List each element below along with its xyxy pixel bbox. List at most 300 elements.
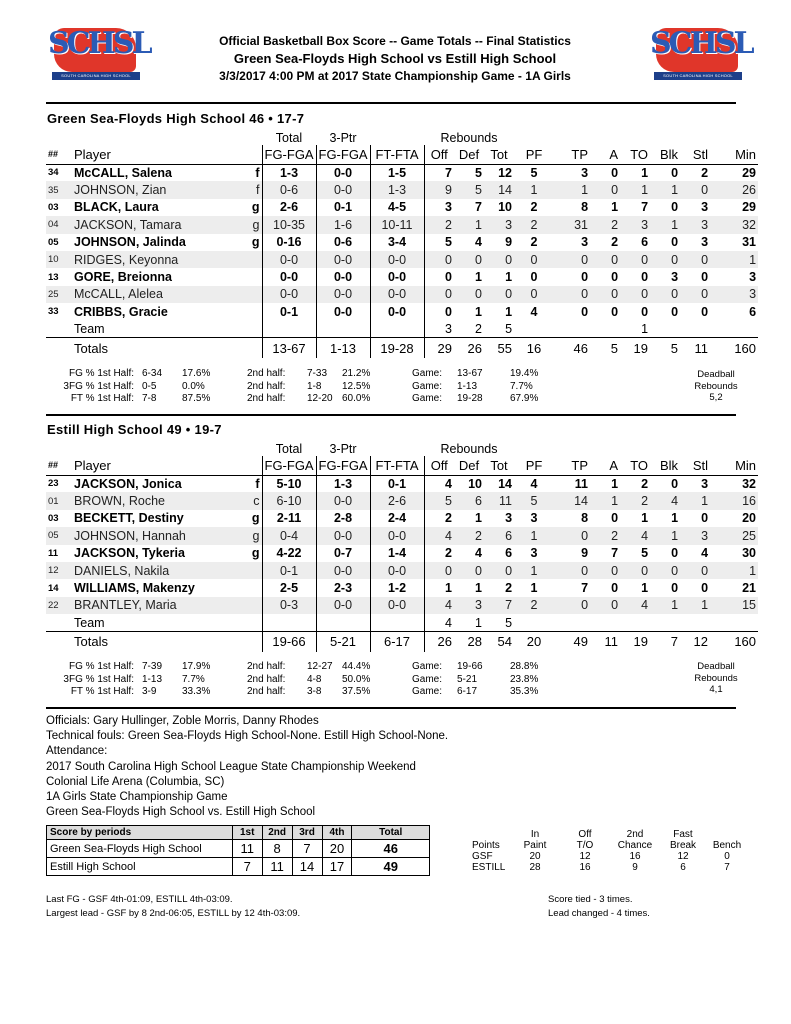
game-label: Game:: [412, 368, 443, 379]
player-name: JOHNSON, Jalinda: [74, 235, 186, 250]
report-title: Official Basketball Box Score -- Game Totals -- Final Statistics: [219, 34, 571, 48]
blocks: 0: [671, 165, 679, 180]
turnovers: 4: [620, 597, 650, 614]
player-row: [46, 199, 758, 216]
total-rebounds: 3: [505, 511, 513, 526]
minutes: 30: [742, 546, 757, 561]
three-pointers: 0-6: [316, 234, 370, 251]
assists: 1: [590, 492, 620, 509]
paint-header: Paint: [523, 840, 547, 851]
player-row: [46, 303, 758, 320]
period-2-header: 2nd: [262, 826, 292, 840]
second-half-label: 2nd half:: [247, 368, 286, 379]
minutes: 1: [710, 251, 758, 268]
player-position: f: [255, 165, 260, 180]
points-row-gsf: [472, 851, 742, 862]
jersey-number: 34: [48, 167, 59, 179]
player-name: McCALL, Salena: [74, 165, 172, 180]
offensive-rebounds: 5: [424, 492, 454, 509]
player-row: [46, 597, 758, 614]
blocks: 4: [650, 492, 680, 509]
period-1-score: 7: [232, 858, 262, 876]
assists: 0: [590, 562, 620, 579]
deadball-label-2: Rebounds: [694, 380, 738, 392]
fg3-header: FG-FGA: [316, 145, 370, 164]
totals-total-rebounds: 55: [497, 340, 513, 356]
blocks: 3: [671, 270, 679, 285]
defensive-rebounds: 3: [454, 597, 484, 614]
game-name: 1A Girls State Championship Game: [46, 791, 228, 804]
chance-header-top: 2nd: [626, 829, 644, 840]
second-half-pct: 50.0%: [342, 673, 371, 685]
paint-points: 20: [529, 851, 541, 862]
minutes: 16: [710, 492, 758, 509]
steals: 1: [680, 492, 710, 509]
field-goals: 0-0: [262, 286, 316, 303]
schsl-logo-right: [648, 22, 752, 86]
defensive-rebounds: 0: [454, 562, 484, 579]
personal-fouls: 3: [530, 511, 538, 526]
personal-fouls: 5: [514, 492, 554, 509]
team-row: [46, 614, 758, 631]
blocks: 0: [671, 235, 679, 250]
player-name: JACKSON, Tykeria: [74, 546, 185, 561]
offensive-rebounds: 4: [424, 597, 454, 614]
player-position: g: [251, 546, 260, 561]
defensive-rebounds: 7: [475, 200, 482, 215]
free-throws: 1-3: [370, 181, 424, 198]
logo-letters: SCHSL: [48, 26, 150, 61]
turnovers: 5: [641, 546, 649, 561]
free-throws: 4-5: [370, 199, 424, 216]
tot-reb-header: Tot: [484, 145, 514, 164]
totals-three-pointers: 5-21: [316, 632, 370, 652]
totals-free-throws: 19-28: [370, 338, 424, 358]
field-goals: 0-6: [262, 181, 316, 198]
to-points: 16: [579, 862, 591, 873]
game-made: 13-67: [457, 368, 483, 379]
blocks: 0: [650, 251, 680, 268]
total-rebounds: 14: [484, 181, 514, 198]
free-throws: 10-11: [370, 216, 424, 233]
totals-points: 49: [573, 634, 589, 650]
totals-blocks: 5: [670, 340, 679, 356]
minutes: 15: [710, 597, 758, 614]
total-points: 0: [554, 597, 590, 614]
game-pct: 23.8%: [510, 673, 539, 685]
minutes-header: Min: [710, 456, 758, 475]
first-half-pct: 17.6%: [182, 368, 211, 379]
rebounds-group-header: Rebounds: [440, 130, 498, 145]
chance-points: 9: [632, 862, 638, 873]
free-throws: 1-4: [370, 545, 424, 562]
total-rebounds: 3: [484, 216, 514, 233]
total-points: 7: [581, 581, 589, 596]
fastbreak-header-top: Fast: [673, 829, 693, 840]
column-header-row: [46, 145, 758, 164]
turnovers: 1: [641, 165, 649, 180]
turnovers: 0: [620, 562, 650, 579]
steals-header: Stl: [680, 145, 710, 164]
ft-header: FT-FTA: [370, 456, 424, 475]
total-rebounds: 6: [505, 546, 513, 561]
free-throws: 0-1: [370, 475, 424, 492]
steals: 3: [680, 527, 710, 544]
personal-fouls: 4: [530, 476, 538, 491]
defensive-rebounds: 1: [475, 511, 482, 526]
defensive-rebounds: 1: [475, 581, 482, 596]
field-goals: 4-22: [262, 545, 316, 562]
team-2-title: Estill High School 49 • 19-7: [47, 422, 222, 437]
fg3-header: FG-FGA: [316, 456, 370, 475]
period-3-score: 7: [292, 840, 322, 858]
jersey-number: 33: [48, 306, 59, 318]
field-goals: 5-10: [262, 475, 316, 492]
player-position: [240, 268, 262, 285]
paint-header-top: In: [530, 829, 540, 840]
first-half-pct: 0.0%: [182, 380, 205, 392]
totals-points: 46: [573, 340, 589, 356]
period-2-score: 11: [262, 858, 292, 876]
total-points: 11: [574, 476, 589, 491]
3ptr-group-header: 3-Ptr: [329, 441, 357, 456]
blocks: 0: [650, 286, 680, 303]
minutes: 6: [749, 304, 757, 319]
assists: 0: [611, 270, 619, 285]
blocks: 1: [650, 181, 680, 198]
points-row-estill: [472, 862, 742, 873]
total-rebounds: 0: [484, 251, 514, 268]
off-reb-header: Off: [424, 145, 454, 164]
first-half-made: 1-13: [142, 673, 163, 685]
total-rebounds: 6: [484, 527, 514, 544]
total-points: 3: [581, 165, 589, 180]
totals-defensive-rebounds: 28: [467, 634, 482, 650]
jersey-number: 22: [46, 597, 72, 614]
player-position: g: [240, 216, 262, 233]
minutes: 20: [742, 511, 757, 526]
game-pct: 35.3%: [510, 686, 539, 697]
turnovers-header: TO: [620, 145, 650, 164]
minutes: 3: [749, 270, 757, 285]
blocks: 0: [671, 200, 679, 215]
to-header: T/O: [576, 840, 594, 851]
points-breakdown: [472, 829, 742, 873]
game-label: Game:: [412, 393, 443, 404]
period-1-score: 11: [232, 840, 262, 858]
points-label: Points: [472, 840, 500, 851]
game-label: Game:: [412, 661, 443, 672]
free-throws: 0-0: [370, 268, 424, 285]
last-fg: Last FG - GSF 4th-01:09, ESTILL 4th-03:09.: [46, 894, 233, 905]
player-name: JOHNSON, Hannah: [72, 527, 240, 544]
personal-fouls: 5: [530, 165, 538, 180]
jersey-number: 35: [46, 181, 72, 198]
second-half-label: 2nd half:: [247, 673, 286, 685]
period-4-score: 20: [322, 840, 352, 858]
matchup-title: Green Sea-Floyds High School vs Estill High School: [233, 51, 557, 66]
blocks: 1: [671, 511, 679, 526]
chance-header: Chance: [617, 840, 653, 851]
blocks: 0: [650, 562, 680, 579]
second-half-pct: 37.5%: [342, 686, 371, 697]
game-made: 19-28: [457, 393, 483, 404]
steals: 0: [701, 581, 709, 596]
personal-fouls: 3: [530, 546, 538, 561]
totals-row: [46, 632, 758, 652]
personal-fouls: 2: [530, 200, 538, 215]
group-header-row: [46, 130, 758, 145]
player-name: RIDGES, Keyonna: [72, 251, 240, 268]
total-points: 8: [581, 200, 589, 215]
three-pointers: 0-0: [316, 164, 370, 181]
attendance: Attendance:: [46, 745, 108, 758]
free-throws: 0-0: [370, 251, 424, 268]
game-label: Game:: [412, 686, 443, 697]
offensive-rebounds: 0: [424, 303, 454, 320]
pct-label: FG % 1st Half:: [68, 661, 134, 672]
jersey-number: 25: [46, 286, 72, 303]
team-defensive-rebounds: 2: [454, 321, 484, 338]
bench-header: Bench: [712, 840, 742, 851]
team-abbrev: ESTILL: [472, 862, 506, 873]
fastbreak-points: 6: [680, 862, 686, 873]
player-name: BRANTLEY, Maria: [72, 597, 240, 614]
field-goals: 6-10: [262, 492, 316, 509]
offensive-rebounds: 0: [424, 286, 454, 303]
three-pointers: 0-0: [316, 527, 370, 544]
jersey-number: 14: [48, 582, 59, 594]
total-points: 0: [581, 270, 589, 285]
player-row: [46, 527, 758, 544]
first-half-pct: 87.5%: [182, 393, 211, 404]
jersey-number: 03: [48, 512, 59, 524]
totals-offensive-rebounds: 29: [424, 338, 454, 358]
player-position: [240, 286, 262, 303]
totals-free-throws: 6-17: [370, 632, 424, 652]
points-header-2: [472, 840, 742, 851]
totals-total-rebounds: 54: [497, 634, 513, 650]
player-row: [46, 475, 758, 492]
fastbreak-points: 12: [677, 851, 689, 862]
total-points: 3: [581, 235, 589, 250]
free-throws: 0-0: [370, 286, 424, 303]
blocks-header: Blk: [650, 456, 680, 475]
second-half-made: 12-20: [307, 393, 333, 404]
player-row: [46, 216, 758, 233]
bench-points: 7: [724, 862, 730, 873]
three-pointers: 0-0: [316, 268, 370, 285]
player-name: GORE, Breionna: [74, 270, 172, 285]
offensive-rebounds: 1: [424, 579, 454, 596]
player-name: BECKETT, Destiny: [74, 511, 184, 526]
bench-points: 0: [724, 851, 730, 862]
period-2-score: 8: [262, 840, 292, 858]
first-half-pct: 7.7%: [182, 673, 205, 685]
steals: 0: [680, 181, 710, 198]
turnovers-header: TO: [620, 456, 650, 475]
game-notes: [46, 714, 448, 820]
totals-label: Totals: [74, 634, 108, 650]
jersey-number: 04: [46, 216, 72, 233]
jersey-number: 13: [48, 271, 59, 283]
shooting-pct-row: [52, 368, 592, 381]
defensive-rebounds: 1: [475, 304, 482, 319]
defensive-rebounds: 2: [454, 527, 484, 544]
totals-minutes: 160: [734, 340, 757, 356]
periods-header: [47, 826, 430, 840]
three-pointers: 0-0: [316, 303, 370, 320]
period-1-header: 1st: [232, 826, 262, 840]
total-rebounds: 10: [498, 200, 513, 215]
turnovers: 3: [620, 216, 650, 233]
first-half-pct: 33.3%: [182, 686, 211, 697]
jersey-number: 23: [48, 478, 59, 490]
totals-personal-fouls: 16: [526, 340, 542, 356]
defensive-rebounds: 0: [454, 286, 484, 303]
offensive-rebounds: 3: [424, 199, 454, 216]
total-rebounds: 7: [484, 597, 514, 614]
jersey-number: 12: [46, 562, 72, 579]
player-row: [46, 251, 758, 268]
info-divider: [46, 707, 736, 709]
shooting-pct-row: [52, 393, 592, 406]
field-goals: 0-1: [262, 562, 316, 579]
player-name: JACKSON, Tamara: [72, 216, 240, 233]
player-row: [46, 181, 758, 198]
second-half-made: 4-8: [307, 673, 322, 685]
field-goals: 0-0: [262, 251, 316, 268]
team-label: Team: [72, 321, 240, 338]
player-row: [46, 286, 758, 303]
totals-minutes: 160: [734, 634, 757, 650]
deadball-label: Deadball: [697, 369, 735, 380]
player-position: g: [240, 527, 262, 544]
game-pct: 19.4%: [510, 368, 539, 379]
pf-header: PF: [514, 145, 554, 164]
defensive-rebounds: 1: [454, 216, 484, 233]
three-pointers: 0-0: [316, 286, 370, 303]
total-rebounds: 11: [484, 492, 514, 509]
fg-header: FG-FGA: [262, 145, 316, 164]
assists: 0: [590, 181, 620, 198]
team-total-rebounds: 5: [484, 614, 514, 631]
team-name: Green Sea-Floyds High School: [47, 840, 233, 858]
player-position: [240, 251, 262, 268]
period-3-score: 14: [292, 858, 322, 876]
field-goals: 10-35: [262, 216, 316, 233]
minutes: 31: [742, 235, 757, 250]
logo-tagline: SOUTH CAROLINA HIGH SCHOOL LEAGUE: [52, 72, 140, 80]
turnovers: 6: [641, 235, 649, 250]
total-group-header: Total: [275, 441, 303, 456]
minutes: 1: [710, 562, 758, 579]
team-abbrev: GSF: [472, 851, 493, 862]
pct-label: FT % 1st Half:: [70, 393, 134, 404]
field-goals: 2-5: [262, 579, 316, 596]
team-divider: [46, 414, 736, 416]
first-half-made: 7-39: [142, 661, 163, 672]
turnovers: 2: [641, 476, 649, 491]
game-made: 6-17: [457, 686, 478, 697]
player-name: DANIELS, Nakila: [72, 562, 240, 579]
tot-reb-header: Tot: [484, 456, 514, 475]
jersey-number: 11: [48, 547, 59, 559]
total-points: 0: [581, 304, 589, 319]
assists: 0: [611, 304, 619, 319]
player-position: [240, 579, 262, 596]
field-goals: 2-6: [262, 199, 316, 216]
periods-row-gsf: [47, 840, 430, 858]
turnovers: 1: [620, 181, 650, 198]
shooting-pct-row: [52, 661, 592, 674]
turnovers: 7: [641, 200, 649, 215]
period-4-header: 4th: [322, 826, 352, 840]
three-pointers: 0-0: [316, 251, 370, 268]
footer-left: [46, 893, 300, 921]
team-1-shooting-percentages: [52, 368, 592, 406]
player-name: JACKSON, Jonica: [74, 476, 182, 491]
free-throws: 2-4: [370, 510, 424, 527]
minutes: 29: [742, 165, 757, 180]
group-header-row: [46, 441, 758, 456]
three-pointers: 0-0: [316, 562, 370, 579]
player-row: [46, 492, 758, 509]
assists: 0: [611, 165, 619, 180]
free-throws: 0-0: [370, 597, 424, 614]
total-points: 0: [554, 527, 590, 544]
player-row: [46, 234, 758, 251]
total-points: 31: [554, 216, 590, 233]
field-goals: 0-4: [262, 527, 316, 544]
player-position: f: [255, 476, 260, 491]
game-label: Game:: [412, 380, 443, 392]
field-goals: 1-3: [262, 164, 316, 181]
second-half-pct: 60.0%: [342, 393, 371, 404]
offensive-rebounds: 5: [424, 234, 454, 251]
steals: 1: [680, 597, 710, 614]
three-pointers: 0-7: [316, 545, 370, 562]
blocks: 0: [671, 546, 679, 561]
player-position: f: [240, 181, 262, 198]
jersey-number: 05: [46, 527, 72, 544]
assists: 0: [590, 251, 620, 268]
minutes: 25: [710, 527, 758, 544]
jersey-number: 03: [48, 201, 59, 213]
totals-row: [46, 338, 758, 358]
minutes: 26: [710, 181, 758, 198]
field-goals: 2-11: [262, 510, 316, 527]
offensive-rebounds: 2: [424, 510, 454, 527]
blocks: 0: [671, 304, 679, 319]
game-pct: 67.9%: [510, 393, 539, 404]
player-position: [240, 303, 262, 320]
team-name: Estill High School: [47, 858, 233, 876]
total-points: 8: [581, 511, 589, 526]
game-made: 5-21: [457, 673, 478, 685]
minutes: 29: [742, 200, 757, 215]
assists: 0: [611, 581, 619, 596]
player-name: BROWN, Roche: [72, 492, 240, 509]
technical-fouls: Technical fouls: Green Sea-Floyds High School-None. Estill High School-None.: [46, 730, 449, 743]
period-3-header: 3rd: [292, 826, 322, 840]
game-info: 3/3/2017 4:00 PM at 2017 State Championship Game - 1A Girls: [219, 69, 571, 83]
free-throws: 2-6: [370, 492, 424, 509]
deadball-value: 5,2: [709, 392, 723, 403]
first-half-made: 3-9: [142, 686, 157, 697]
field-goals: 0-1: [262, 303, 316, 320]
player-position: [240, 562, 262, 579]
